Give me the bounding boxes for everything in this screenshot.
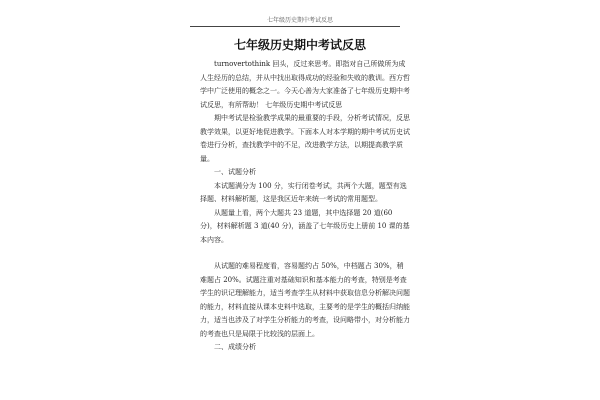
- paragraph: 期中考试是检验教学成果的最重要的手段，分析考试情况，反思教学效果，以更好地促进教学。下面本人对本学期的期中考试历史试卷进行分析，查找教学中的不足，改进教学方法，以期提高教学质量。: [200, 114, 410, 163]
- paragraph: 本试题满分为 100 分，实行闭卷考试，共两个大题，题型有选择题、材料解析题，这是我区近年来统一考试的常用题型。: [200, 181, 407, 203]
- spacer: [200, 247, 410, 260]
- intro-paragraph: turnovertothink 回头，反过来思考。即指对自己所做所为成人生经历的总结，并从中找出取得成功的经验和失败的教训。西方哲学中广泛使用的概念之一。今天心善为大家准备了七年级历史期中考试反思，有所帮助！ 七年级历史期中考试反思: [200, 60, 410, 109]
- running-header: 七年级历史期中考试反思: [266, 17, 333, 24]
- paragraph: 从试题的难易程度看，容易题约占 50%，中档题占 30%，稍难题占 20%。试题注重对基础知识和基本能力的考查，特别是考查学生的识记理解能力，适当考查学生从材料中获取信息分析解决问题的能力，材料直接从课本史料中选取，主要考的是学生的概括归纳能力，适当也涉及了对学生分析能力的考查，设问略带小，对分析能力的考查也只是局限于比较浅的层面上。: [200, 262, 410, 338]
- section-heading: 一、试题分析: [214, 168, 256, 176]
- paragraph: 从题量上看，两个大题共 23 道题，其中选择题 20 道(60 分)，材料解析题 3 道(40 分)，涵盖了七年级历史上册前 10 课的基本内容。: [200, 208, 410, 244]
- section-heading: 二、成绩分析: [214, 343, 256, 351]
- header-divider: [190, 26, 400, 27]
- document-title: 七年级历史期中考试反思: [233, 38, 366, 52]
- document-body: [200, 58, 410, 355]
